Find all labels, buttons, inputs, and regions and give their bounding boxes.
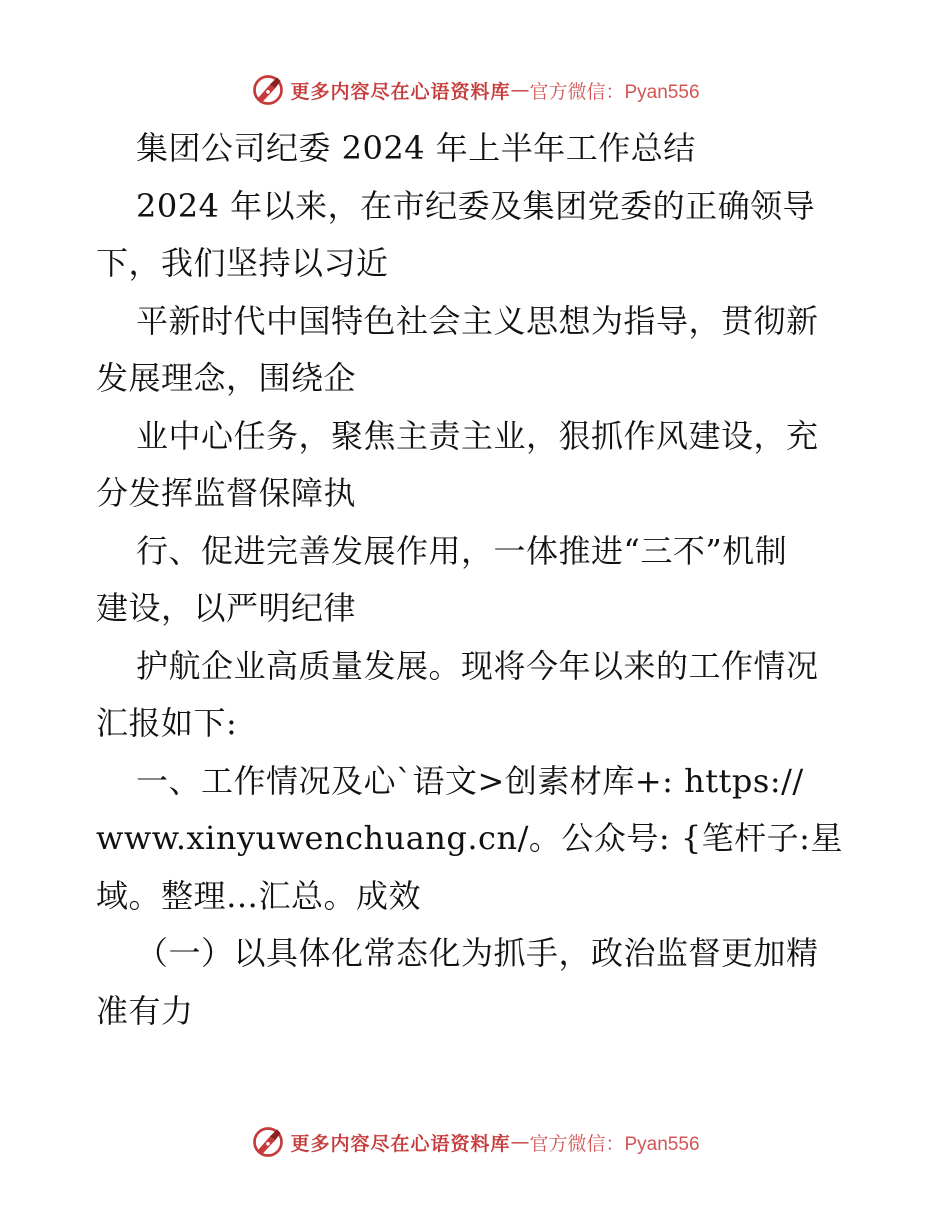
paragraph-line: 业中心任务，聚焦主责主业，狠抓作风建设，充	[136, 416, 819, 455]
paragraph-line: 平新时代中国特色社会主义思想为指导，贯彻新	[136, 301, 819, 340]
watermark-header	[0, 72, 950, 108]
watermark-text: 更多内容尽在心语资料库	[290, 80, 511, 103]
paragraph	[96, 638, 856, 753]
section-heading	[96, 753, 856, 926]
watermark-text: 更多内容尽在心语资料库	[290, 1132, 511, 1155]
watermark-separator: —	[510, 79, 530, 101]
document-body	[96, 120, 856, 1040]
paragraph-line: www.xinyuwenchuang.cn/。公众号: {笔杆子:星	[96, 819, 843, 857]
paragraph	[96, 408, 856, 523]
paragraph-line: 行、促进完善发展作用，一体推进“三不”机制	[136, 531, 788, 570]
watermark-footer	[0, 1124, 950, 1160]
paragraph-line: 一、工作情况及心`语文>创素材库+: https://	[136, 761, 804, 800]
paragraph-line: 汇报如下:	[96, 704, 238, 742]
paragraph-line: 域。整理…汇总。成效	[96, 876, 422, 915]
paragraph-line: 分发挥监督保障执	[96, 474, 357, 512]
watermark-wechat: 官方微信：Pyan556	[529, 1133, 700, 1155]
paragraph-line: 下，我们坚持以习近	[96, 244, 389, 282]
paragraph-line: 护航企业高质量发展。现将今年以来的工作情况	[136, 646, 819, 685]
paragraph-line: 建设，以严明纪律	[96, 589, 357, 627]
paragraph-line: 发展理念，围绕企	[96, 359, 357, 397]
pen-nib-logo-icon	[250, 1124, 286, 1160]
paragraph-line: 2024 年以来，在市纪委及集团党委的正确领导	[136, 186, 816, 225]
paragraph-line: 准有力	[96, 991, 194, 1030]
doc-title-text: 集团公司纪委 2024 年上半年工作总结	[136, 129, 696, 167]
subsection-heading	[96, 925, 856, 1040]
pen-nib-logo-icon	[250, 72, 286, 108]
watermark-separator: —	[510, 1131, 530, 1153]
paragraph	[96, 523, 856, 638]
doc-title	[96, 120, 856, 178]
watermark-wechat: 官方微信：Pyan556	[529, 81, 700, 103]
paragraph	[96, 293, 856, 408]
paragraph-line: （一）以具体化常态化为抓手，政治监督更加精	[136, 934, 819, 972]
paragraph	[96, 178, 856, 293]
